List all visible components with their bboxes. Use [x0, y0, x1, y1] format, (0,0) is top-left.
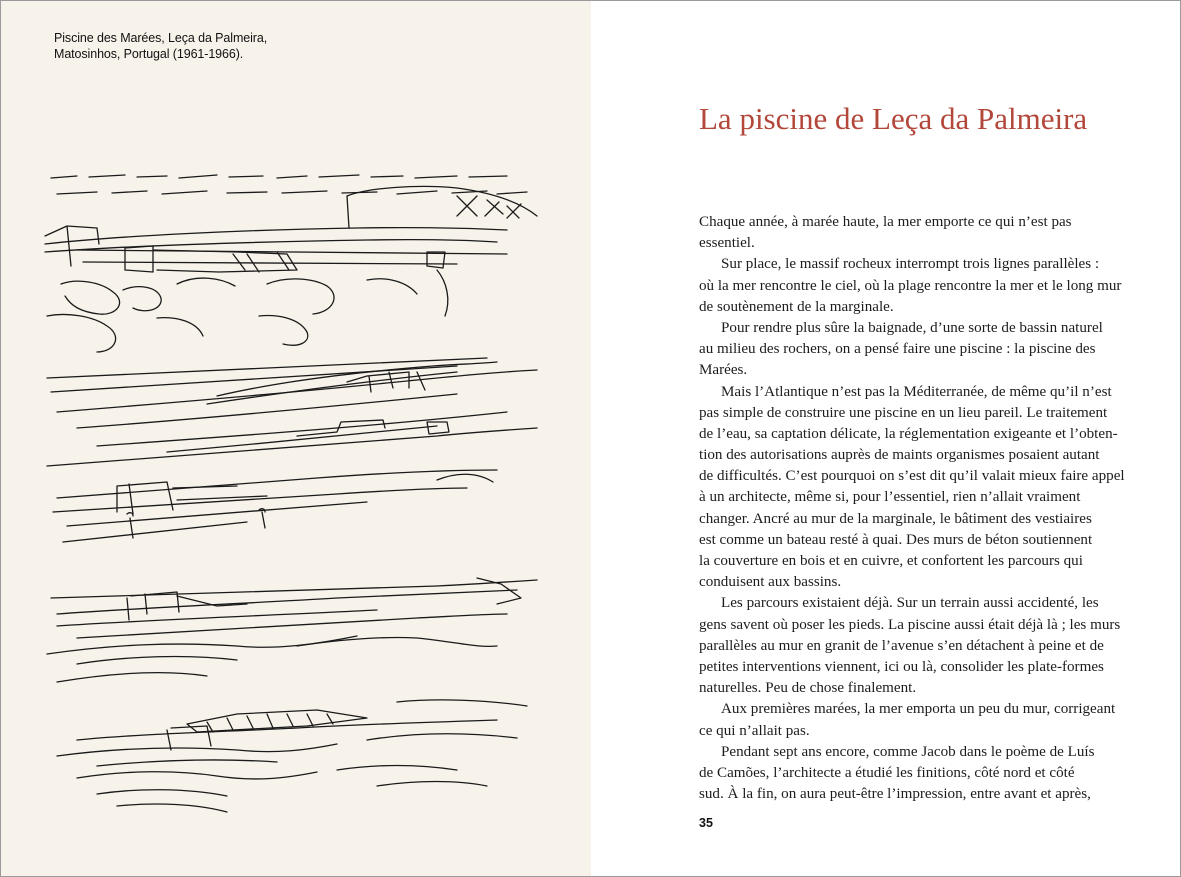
- text-line: tion des autorisations auprès de maints organismes posaient autant: [699, 447, 1100, 464]
- text-line: essentiel.: [699, 235, 755, 252]
- text-line: gens savent où poser les pieds. La piscine aussi était déjà là ; les murs: [699, 616, 1121, 633]
- body-text: [699, 212, 1139, 805]
- text-line: de difficultés. C’est pourquoi on s’est dit qu’il valait mieux faire appel: [699, 468, 1125, 485]
- chapter-title: La piscine de Leça da Palmeira: [699, 101, 1088, 136]
- text-line: Mais l’Atlantique n’est pas la Méditerranée, de même qu’il n’est: [721, 383, 1112, 400]
- text-line: pas simple de construire une piscine en un lieu pareil. Le traitement: [699, 404, 1108, 421]
- text-line: de Camões, l’architecte a étudié les finitions, côté nord et côté: [699, 764, 1075, 781]
- text-line: à un architecte, même si, pour l’essentiel, rien n’allait vraiment: [699, 489, 1081, 506]
- text-line: est comme un bateau resté à quai. Des murs de béton soutiennent: [699, 531, 1093, 548]
- text-line: Pour rendre plus sûre la baignade, d’une sorte de bassin naturel: [721, 319, 1103, 336]
- left-page: [1, 1, 591, 876]
- text-line: au milieu des rochers, on a pensé faire une piscine : la piscine des: [699, 341, 1096, 358]
- page-number: 35: [699, 816, 713, 830]
- text-line: changer. Ancré au mur de la marginale, le bâtiment des vestiaires: [699, 510, 1092, 527]
- text-line: de soutènement de la marginale.: [699, 298, 894, 315]
- text-line: Les parcours existaient déjà. Sur un terrain aussi accidenté, les: [721, 595, 1099, 612]
- text-line: sud. À la fin, on aura peut-être l’impression, entre avant et après,: [699, 786, 1091, 803]
- text-line: conduisent aux bassins.: [699, 574, 842, 591]
- text-line: petites interventions viennent, ici ou là, consolider les plate-formes: [699, 658, 1104, 675]
- text-line: la couverture en bois et en cuivre, et confortent les parcours qui: [699, 553, 1083, 569]
- text-line: ce qui n’allait pas.: [699, 722, 810, 739]
- text-line: où la mer rencontre le ciel, où la plage rencontre la mer et le long mur: [699, 277, 1122, 294]
- right-page: [591, 1, 1180, 876]
- text-line: Chaque année, à marée haute, la mer emporte ce qui n’est pas: [699, 214, 1072, 230]
- text-line: parallèles au mur en granit de l’avenue s’en détachent à peine et de: [699, 637, 1104, 654]
- figure-caption: [54, 30, 294, 62]
- caption-line: Piscine des Marées, Leça da Palmeira,: [54, 31, 268, 45]
- text-line: Marées.: [699, 362, 748, 379]
- text-line: Aux premières marées, la mer emporta un peu du mur, corrigeant: [721, 701, 1116, 718]
- text-line: Pendant sept ans encore, comme Jacob dans le poème de Luís: [721, 743, 1095, 760]
- caption-line: Matosinhos, Portugal (1961-1966).: [54, 47, 244, 61]
- text-line: de l’eau, sa captation délicate, la réglementation exigeante et l’obten-: [699, 425, 1118, 442]
- text-line: naturelles. Peu de chose finalement.: [699, 680, 917, 697]
- text-line: Sur place, le massif rocheux interrompt trois lignes parallèles :: [721, 256, 1100, 273]
- architectural-sketch-icon: [37, 166, 557, 826]
